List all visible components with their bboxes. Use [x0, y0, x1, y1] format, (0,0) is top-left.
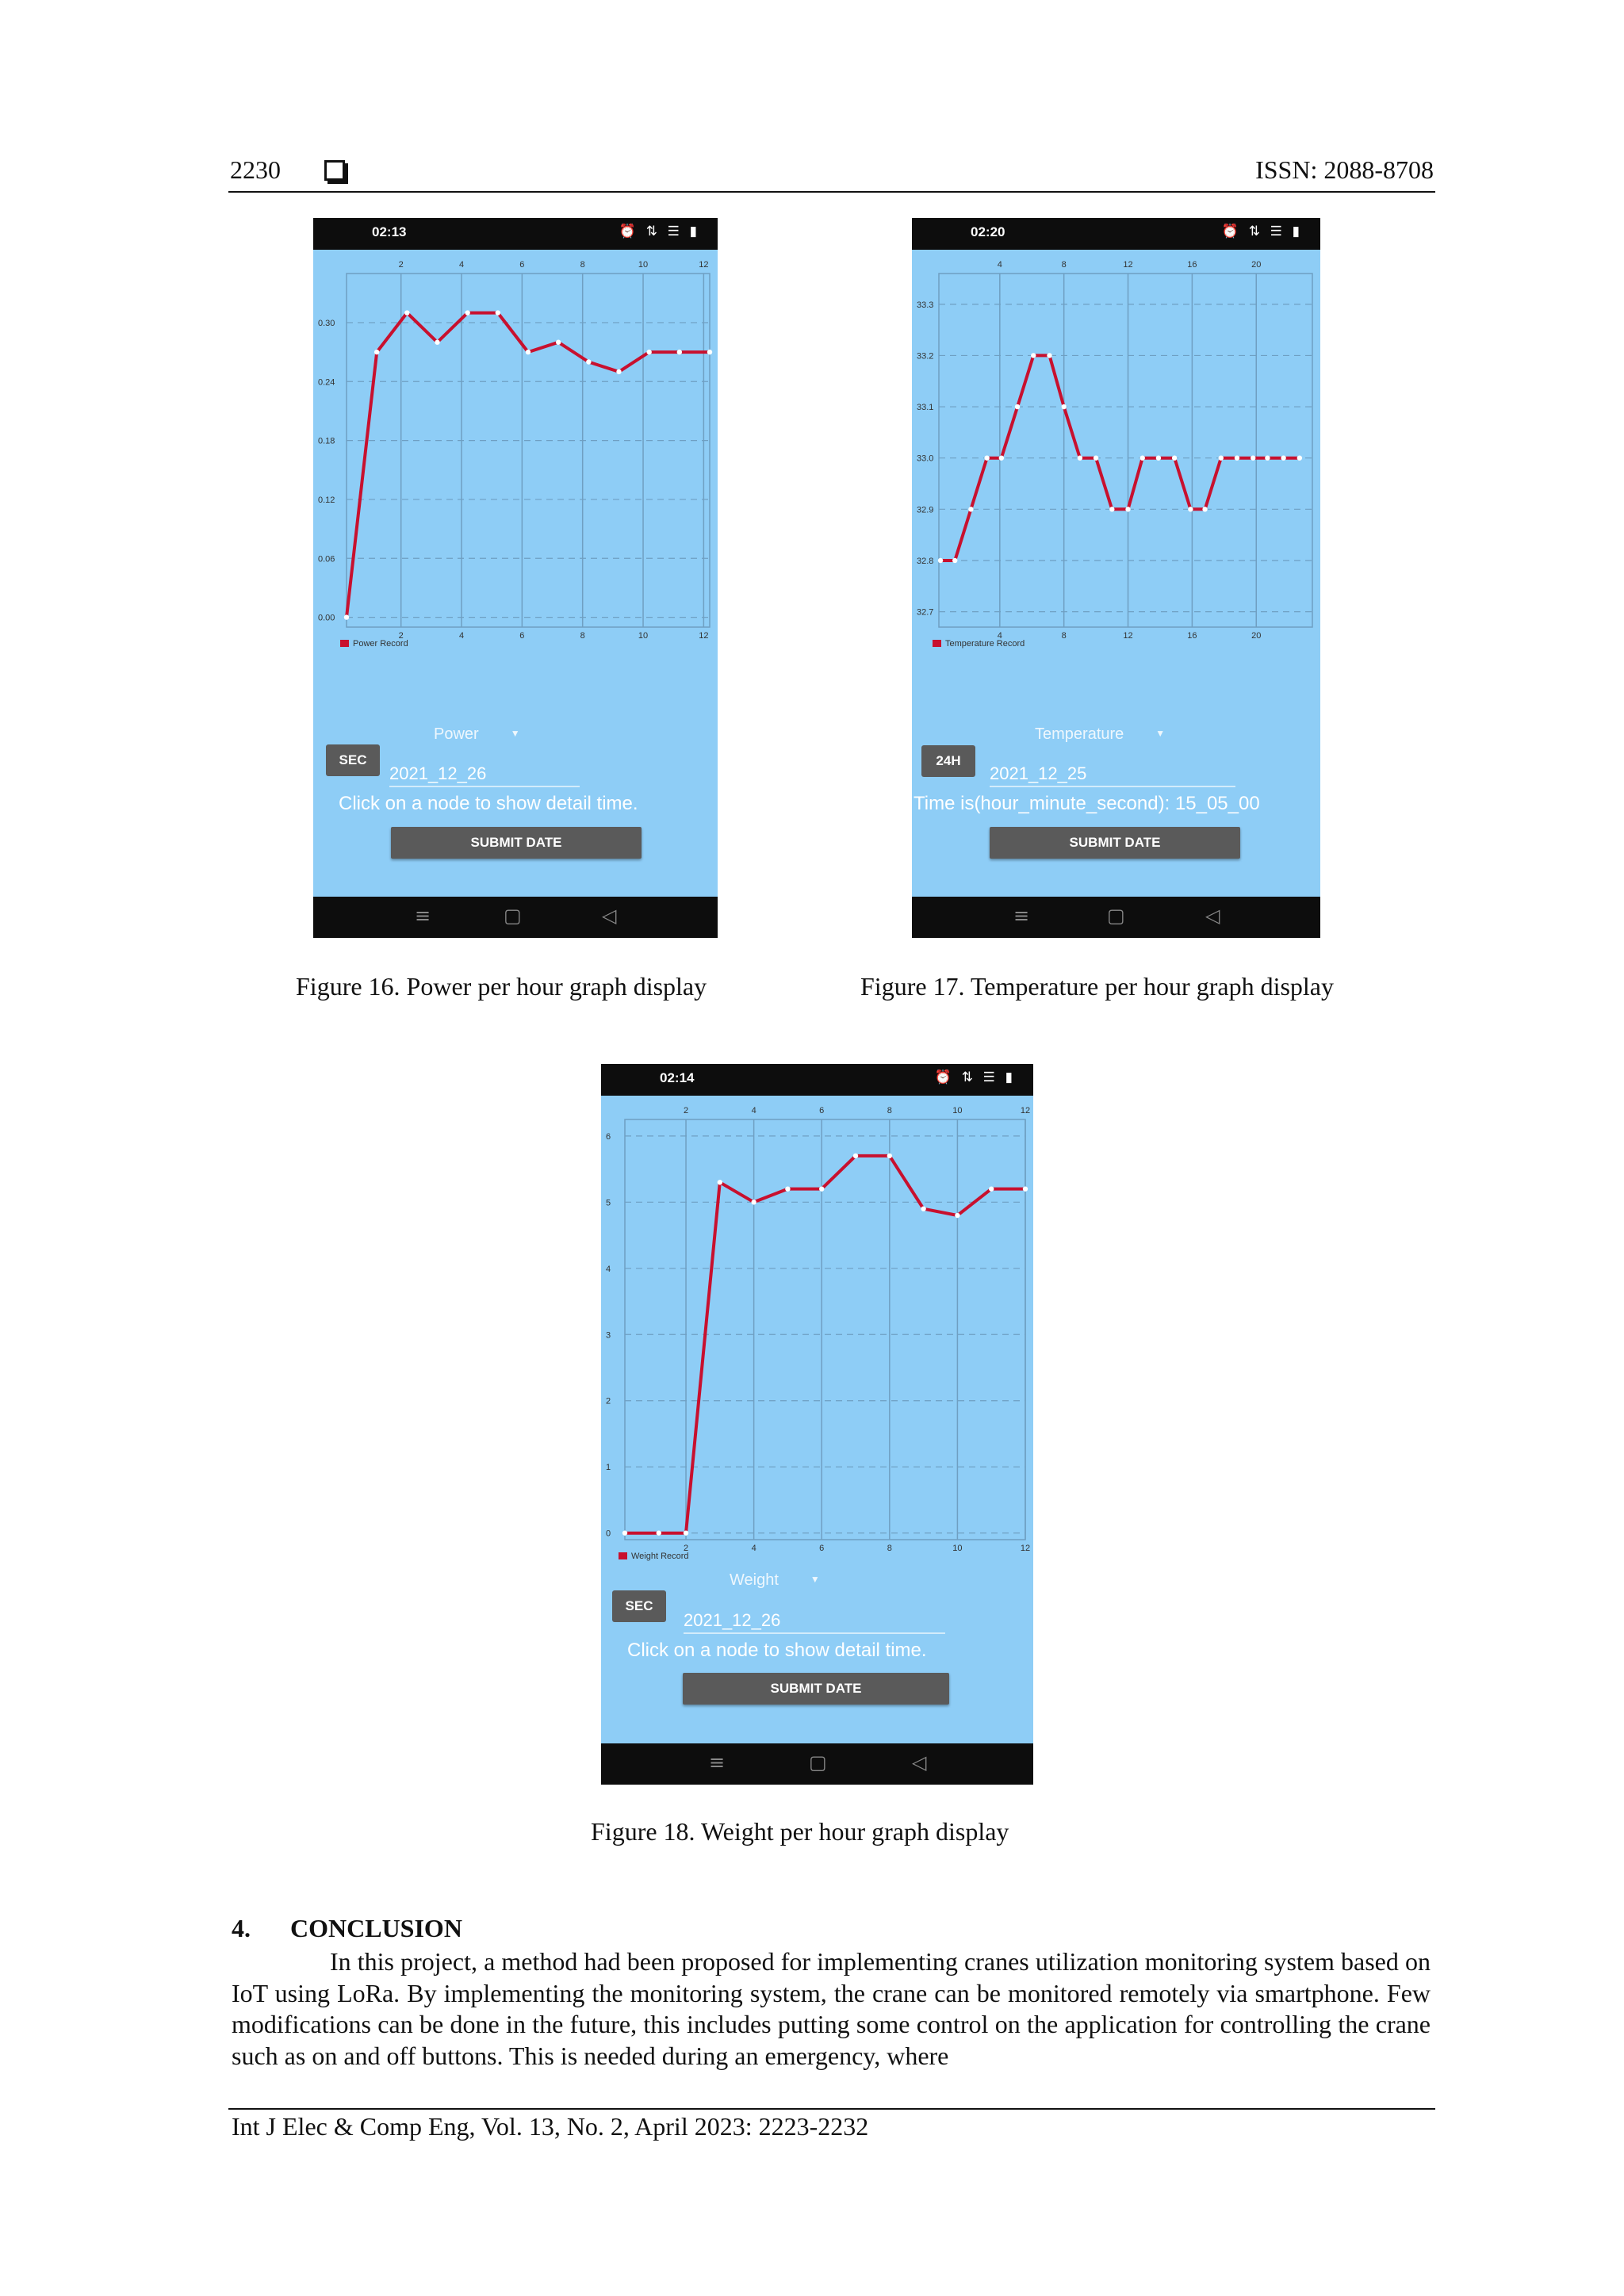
- x-tick-label-bottom: 8: [1061, 631, 1067, 641]
- y-tick-label: 6: [606, 1131, 611, 1142]
- section-title: CONCLUSION: [290, 1914, 462, 1942]
- y-tick-label: 0.30: [318, 318, 335, 328]
- dropdown-value: Power: [434, 725, 479, 743]
- data-point[interactable]: [616, 369, 621, 374]
- x-tick-label-top: 4: [751, 1106, 756, 1115]
- submit-date-button[interactable]: SUBMIT DATE: [683, 1673, 949, 1705]
- y-tick-label: 33.3: [917, 300, 934, 310]
- chevron-down-icon: ▼: [510, 728, 520, 739]
- plot-frame: [625, 1119, 1025, 1540]
- data-point[interactable]: [646, 350, 651, 354]
- sensor-dropdown[interactable]: [1035, 725, 1165, 744]
- x-tick-label-bottom: 4: [751, 1544, 756, 1553]
- home-icon[interactable]: ▢: [504, 905, 522, 927]
- series-line: [625, 1156, 1025, 1533]
- status-time: 02:13: [372, 224, 407, 239]
- y-tick-label: 0.24: [318, 377, 335, 388]
- x-tick-label-bottom: 8: [580, 631, 585, 641]
- data-point[interactable]: [1281, 455, 1285, 460]
- header-rule: [228, 191, 1435, 193]
- data-point[interactable]: [1251, 455, 1255, 460]
- menu-icon[interactable]: ≡: [1013, 905, 1030, 927]
- section-heading: [232, 1914, 462, 1943]
- data-point[interactable]: [1109, 507, 1114, 511]
- legend-label: Temperature Record: [945, 639, 1025, 649]
- x-tick-label-top: 16: [1187, 260, 1197, 270]
- data-point[interactable]: [999, 455, 1004, 460]
- data-point[interactable]: [526, 350, 530, 354]
- data-point[interactable]: [1297, 455, 1302, 460]
- date-input[interactable]: 2021_12_26: [684, 1610, 945, 1634]
- x-tick-label-top: 10: [952, 1106, 963, 1115]
- status-icons: ⏰ ⇅ ☰ ▮: [619, 224, 700, 239]
- legend-swatch: [619, 1552, 627, 1559]
- x-tick-label-top: 6: [519, 260, 525, 270]
- phone-screenshot-power: [313, 218, 718, 938]
- data-point[interactable]: [952, 558, 957, 563]
- data-point[interactable]: [921, 1206, 925, 1211]
- x-tick-label-bottom: 2: [683, 1544, 689, 1553]
- y-tick-label: 33.0: [917, 453, 934, 464]
- data-point[interactable]: [435, 340, 439, 345]
- back-icon[interactable]: ◁: [1205, 905, 1220, 927]
- home-icon[interactable]: ▢: [1107, 905, 1125, 927]
- x-tick-label-top: 8: [887, 1106, 892, 1115]
- data-point[interactable]: [989, 1186, 994, 1191]
- dropdown-value: Weight: [730, 1571, 779, 1589]
- legend-swatch: [933, 640, 941, 647]
- data-point[interactable]: [785, 1186, 790, 1191]
- y-tick-label: 5: [606, 1198, 611, 1208]
- data-point[interactable]: [853, 1154, 858, 1158]
- sensor-dropdown[interactable]: [730, 1571, 820, 1590]
- x-tick-label-top: 4: [458, 260, 465, 270]
- data-point[interactable]: [938, 558, 943, 563]
- data-point[interactable]: [465, 310, 469, 315]
- data-point[interactable]: [819, 1186, 824, 1191]
- square-bullet-icon: [324, 160, 345, 181]
- figure-16-caption: Figure 16. Power per hour graph display: [296, 972, 707, 1001]
- y-tick-label: 33.1: [917, 403, 934, 413]
- data-point[interactable]: [374, 350, 379, 354]
- figure-17-caption: Figure 17. Temperature per hour graph display: [860, 972, 1334, 1001]
- x-tick-label-bottom: 16: [1187, 631, 1197, 641]
- date-input[interactable]: 2021_12_25: [990, 763, 1235, 787]
- data-point[interactable]: [718, 1180, 722, 1184]
- data-point[interactable]: [1188, 507, 1193, 511]
- navigation-bar: [313, 897, 718, 938]
- status-icons: ⏰ ⇅ ☰ ▮: [934, 1070, 1016, 1085]
- x-tick-label-bottom: 12: [1123, 631, 1133, 641]
- x-tick-label-top: 12: [1020, 1106, 1031, 1115]
- data-point[interactable]: [496, 310, 500, 315]
- menu-icon[interactable]: ≡: [709, 1751, 726, 1774]
- weight-line-chart: [601, 1096, 1033, 1587]
- chevron-down-icon: ▼: [810, 1574, 820, 1585]
- x-tick-label-top: 12: [1123, 260, 1133, 270]
- data-point[interactable]: [1202, 507, 1207, 511]
- data-point[interactable]: [1078, 455, 1082, 460]
- submit-date-button[interactable]: SUBMIT DATE: [391, 827, 642, 859]
- x-tick-label-top: 12: [699, 260, 709, 270]
- y-tick-label: 2: [606, 1396, 611, 1406]
- footer-rule: [228, 2108, 1435, 2110]
- chevron-down-icon: ▼: [1155, 728, 1166, 739]
- data-point[interactable]: [344, 614, 349, 619]
- data-point[interactable]: [1219, 455, 1224, 460]
- data-point[interactable]: [1031, 353, 1036, 358]
- data-point[interactable]: [657, 1530, 661, 1535]
- x-tick-label-bottom: 4: [458, 631, 465, 641]
- journal-issn: ISSN: 2088-8708: [1255, 155, 1434, 184]
- status-bar: [912, 218, 1320, 250]
- back-icon[interactable]: ◁: [912, 1751, 927, 1774]
- y-tick-label: 0.06: [318, 554, 335, 564]
- data-point[interactable]: [887, 1154, 892, 1158]
- y-tick-label: 3: [606, 1330, 611, 1341]
- data-point[interactable]: [1265, 455, 1270, 460]
- y-tick-label: 32.9: [917, 505, 934, 515]
- footer-citation: Int J Elec & Comp Eng, Vol. 13, No. 2, April 2023: 2223-2232: [232, 2112, 869, 2141]
- y-tick-label: 4: [606, 1264, 611, 1274]
- legend-label: Power Record: [353, 639, 408, 649]
- sensor-dropdown[interactable]: [434, 725, 520, 744]
- back-icon[interactable]: ◁: [602, 905, 617, 927]
- mode-button[interactable]: SEC: [326, 744, 380, 776]
- y-tick-label: 0.12: [318, 495, 335, 505]
- data-point[interactable]: [684, 1530, 688, 1535]
- x-tick-label-bottom: 12: [1020, 1544, 1031, 1553]
- status-bar: [313, 218, 718, 250]
- y-tick-label: 1: [606, 1463, 611, 1473]
- x-tick-label-bottom: 6: [519, 631, 525, 641]
- data-point[interactable]: [955, 1213, 959, 1218]
- submit-date-button[interactable]: SUBMIT DATE: [990, 827, 1240, 859]
- status-time: 02:14: [660, 1070, 695, 1085]
- data-point[interactable]: [1235, 455, 1239, 460]
- data-point[interactable]: [1047, 353, 1051, 358]
- data-point[interactable]: [1094, 455, 1098, 460]
- y-tick-label: 0.00: [318, 613, 335, 623]
- data-point[interactable]: [984, 455, 989, 460]
- y-tick-label: 0: [606, 1529, 611, 1539]
- y-tick-label: 33.2: [917, 351, 934, 362]
- x-tick-label-top: 20: [1251, 260, 1262, 270]
- y-tick-label: 32.8: [917, 556, 934, 566]
- temperature-line-chart: [912, 250, 1320, 662]
- status-time: 02:20: [971, 224, 1005, 239]
- data-point[interactable]: [404, 310, 409, 315]
- conclusion-paragraph: In this project, a method had been proposed for implementing cranes utilization monitoring system based on IoT using LoRa. By implementing the monitoring system, the crane can be monitored remotely via smartphone. Few modifications can be done in the future, this includes putting some control on the application for controlling the crane such as on and off buttons. This is needed during an emergency, where: [232, 1947, 1431, 2070]
- x-tick-label-top: 4: [997, 260, 1002, 270]
- x-tick-label-bottom: 4: [997, 631, 1002, 641]
- data-point[interactable]: [751, 1200, 756, 1204]
- y-tick-label: 0.18: [318, 436, 335, 446]
- home-icon[interactable]: ▢: [809, 1751, 827, 1774]
- section-number: 4.: [232, 1914, 251, 1942]
- data-point[interactable]: [556, 340, 561, 345]
- figure-18-caption: Figure 18. Weight per hour graph display: [591, 1817, 1009, 1846]
- data-point[interactable]: [677, 350, 682, 354]
- page-number: 2230: [230, 155, 281, 184]
- x-tick-label-bottom: 12: [699, 631, 709, 641]
- x-tick-label-top: 6: [819, 1106, 825, 1115]
- detail-hint-text: Time is(hour_minute_second): 15_05_00: [914, 793, 1260, 814]
- data-point[interactable]: [1125, 507, 1130, 511]
- dropdown-value: Temperature: [1035, 725, 1124, 743]
- detail-hint-text: Click on a node to show detail time.: [627, 1640, 927, 1661]
- data-point[interactable]: [1156, 455, 1161, 460]
- x-tick-label-top: 8: [580, 260, 585, 270]
- phone-screenshot-weight: [601, 1064, 1033, 1785]
- data-point[interactable]: [1061, 404, 1066, 409]
- date-input[interactable]: 2021_12_26: [389, 763, 580, 787]
- data-point[interactable]: [1172, 455, 1177, 460]
- data-point[interactable]: [586, 359, 591, 364]
- navigation-bar: [601, 1743, 1033, 1785]
- navigation-bar: [912, 897, 1320, 938]
- power-line-chart: [313, 250, 718, 662]
- y-tick-label: 32.7: [917, 607, 934, 618]
- x-tick-label-top: 8: [1061, 260, 1067, 270]
- data-point[interactable]: [622, 1530, 627, 1535]
- x-tick-label-bottom: 6: [819, 1544, 825, 1553]
- data-point[interactable]: [1015, 404, 1020, 409]
- data-point[interactable]: [1140, 455, 1145, 460]
- x-tick-label-bottom: 10: [952, 1544, 963, 1553]
- x-tick-label-top: 10: [638, 260, 649, 270]
- legend-label: Weight Record: [631, 1552, 689, 1561]
- status-bar: [601, 1064, 1033, 1096]
- mode-button[interactable]: 24H: [921, 745, 975, 777]
- x-tick-label-bottom: 10: [638, 631, 649, 641]
- menu-icon[interactable]: ≡: [415, 905, 431, 927]
- x-tick-label-top: 2: [398, 260, 404, 270]
- phone-screenshot-temperature: [912, 218, 1320, 938]
- data-point[interactable]: [707, 350, 712, 354]
- legend-swatch: [340, 640, 349, 647]
- detail-hint-text: Click on a node to show detail time.: [339, 793, 638, 814]
- x-tick-label-bottom: 20: [1251, 631, 1262, 641]
- x-tick-label-bottom: 8: [887, 1544, 892, 1553]
- x-tick-label-bottom: 2: [398, 631, 404, 641]
- status-icons: ⏰ ⇅ ☰ ▮: [1221, 224, 1303, 239]
- x-tick-label-top: 2: [683, 1106, 689, 1115]
- data-point[interactable]: [1023, 1186, 1028, 1191]
- mode-button[interactable]: SEC: [612, 1590, 666, 1622]
- data-point[interactable]: [968, 507, 973, 511]
